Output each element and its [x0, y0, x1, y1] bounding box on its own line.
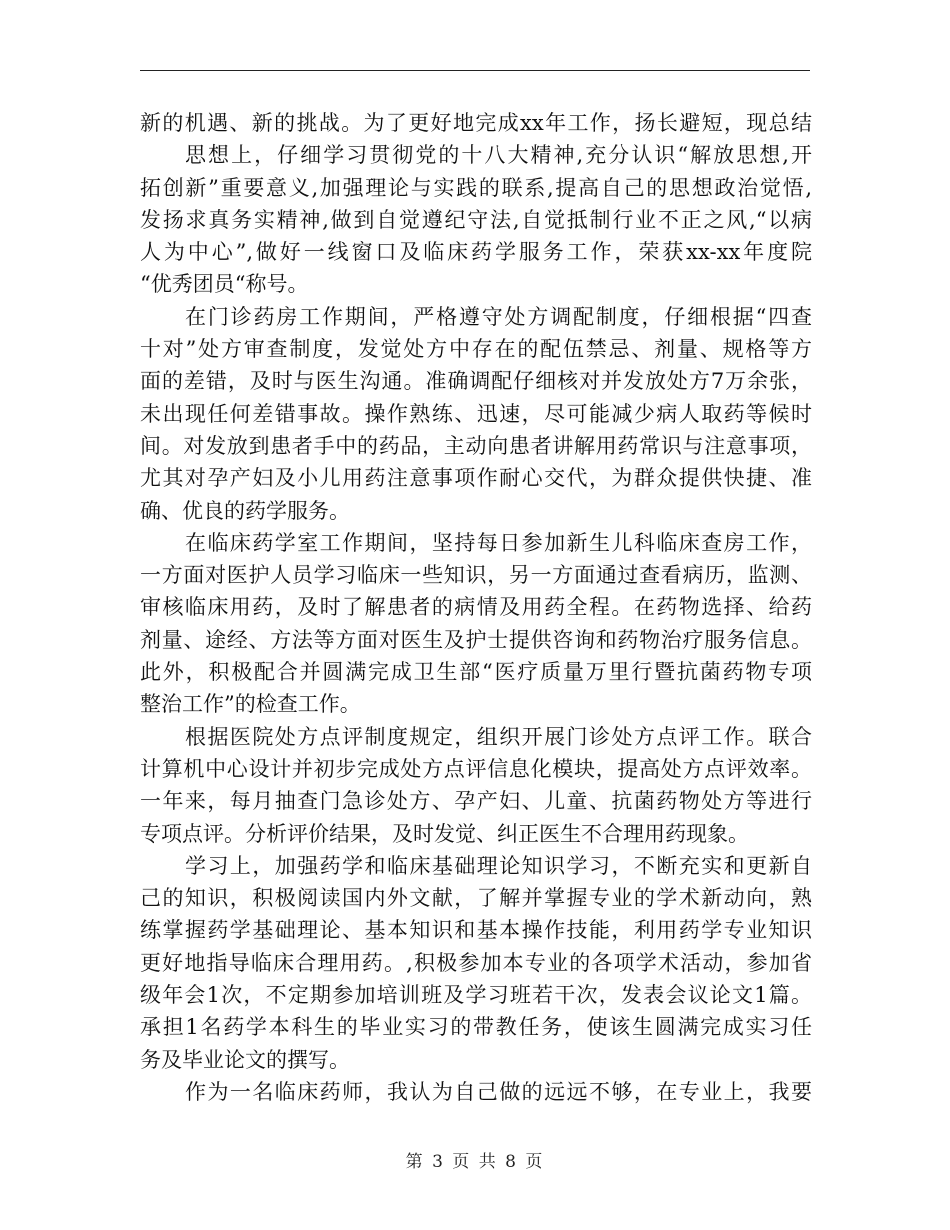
text-line: 级年会1次，不定期参加培训班及学习班若干次，发表会议论文1篇。 — [140, 983, 812, 1008]
text-line: 整治工作”的检查工作。 — [140, 692, 361, 717]
text-line: 面的差错，及时与医生沟通。准确调配仔细核对并发放处方7万余张， — [140, 369, 812, 394]
text-line: 发扬求真务实精神,做到自觉遵纪守法,自觉抵制行业不正之风,“以病 — [140, 207, 812, 232]
text-line: 在临床药学室工作期间，坚持每日参加新生儿科临床查房工作， — [185, 530, 812, 555]
text-line: 剂量、途经、方法等方面对医生及护士提供咨询和药物治疗服务信息。 — [140, 627, 812, 652]
text-line: 确、优良的药学服务。 — [140, 498, 350, 523]
text-line: 学习上，加强药学和临床基础理论知识学习，不断充实和更新自 — [185, 853, 812, 878]
text-line: 思想上，仔细学习贯彻党的十八大精神,充分认识“解放思想,开 — [185, 143, 812, 168]
text-line: 根据医院处方点评制度规定，组织开展门诊处方点评工作。联合 — [185, 724, 812, 749]
text-line: 一年来，每月抽查门急诊处方、孕产妇、儿童、抗菌药物处方等进行 — [140, 789, 812, 814]
text-line: 作为一名临床药师，我认为自己做的远远不够，在专业上，我要 — [185, 1079, 812, 1104]
text-line: 己的知识，积极阅读国内外文献，了解并掌握专业的学术新动向，熟 — [140, 886, 812, 911]
text-line: 计算机中心设计并初步完成处方点评信息化模块，提高处方点评效率。 — [140, 756, 812, 781]
text-line: 未出现任何差错事故。操作熟练、迅速，尽可能减少病人取药等候时 — [140, 401, 812, 426]
text-line: 尤其对孕产妇及小儿用药注意事项作耐心交代，为群众提供快捷、准 — [140, 466, 812, 491]
text-line: 此外，积极配合并圆满完成卫生部“医疗质量万里行暨抗菌药物专项 — [140, 660, 812, 685]
text-line: 人为中心”,做好一线窗口及临床药学服务工作，荣获xx-xx年度院 — [140, 240, 812, 265]
header-rule — [140, 70, 810, 71]
page-number-footer: 第 3 页 共 8 页 — [405, 1152, 545, 1172]
text-line: 新的机遇、新的挑战。为了更好地完成xx年工作，扬长避短，现总结 — [140, 111, 812, 135]
text-line: 更好地指导临床合理用药。,积极参加本专业的各项学术活动，参加省 — [140, 950, 812, 975]
body-text — [140, 107, 812, 1108]
text-line: 练掌握药学基础理论、基本知识和基本操作技能，利用药学专业知识 — [140, 918, 812, 943]
text-line: 间。对发放到患者手中的药品，主动向患者讲解用药常识与注意事项， — [140, 433, 812, 458]
text-line: “优秀团员“称号。 — [140, 272, 309, 297]
text-line: 十对”处方审查制度，发觉处方中存在的配伍禁忌、剂量、规格等方 — [140, 337, 812, 362]
text-line: 专项点评。分析评价结果，及时发觉、纠正医生不合理用药现象。 — [140, 821, 749, 846]
text-line: 在门诊药房工作期间，严格遵守处方调配制度，仔细根据“四查 — [185, 304, 812, 329]
text-line: 一方面对医护人员学习临床一些知识，另一方面通过查看病历，监测、 — [140, 563, 812, 588]
text-line: 务及毕业论文的撰写。 — [140, 1047, 350, 1072]
text-line: 拓创新”重要意义,加强理论与实践的联系,提高自己的思想政治觉悟, — [140, 175, 812, 200]
text-line: 承担1名药学本科生的毕业实习的带教任务，使该生圆满完成实习任 — [140, 1015, 812, 1040]
text-line: 审核临床用药，及时了解患者的病情及用药全程。在药物选择、给药 — [140, 595, 812, 620]
